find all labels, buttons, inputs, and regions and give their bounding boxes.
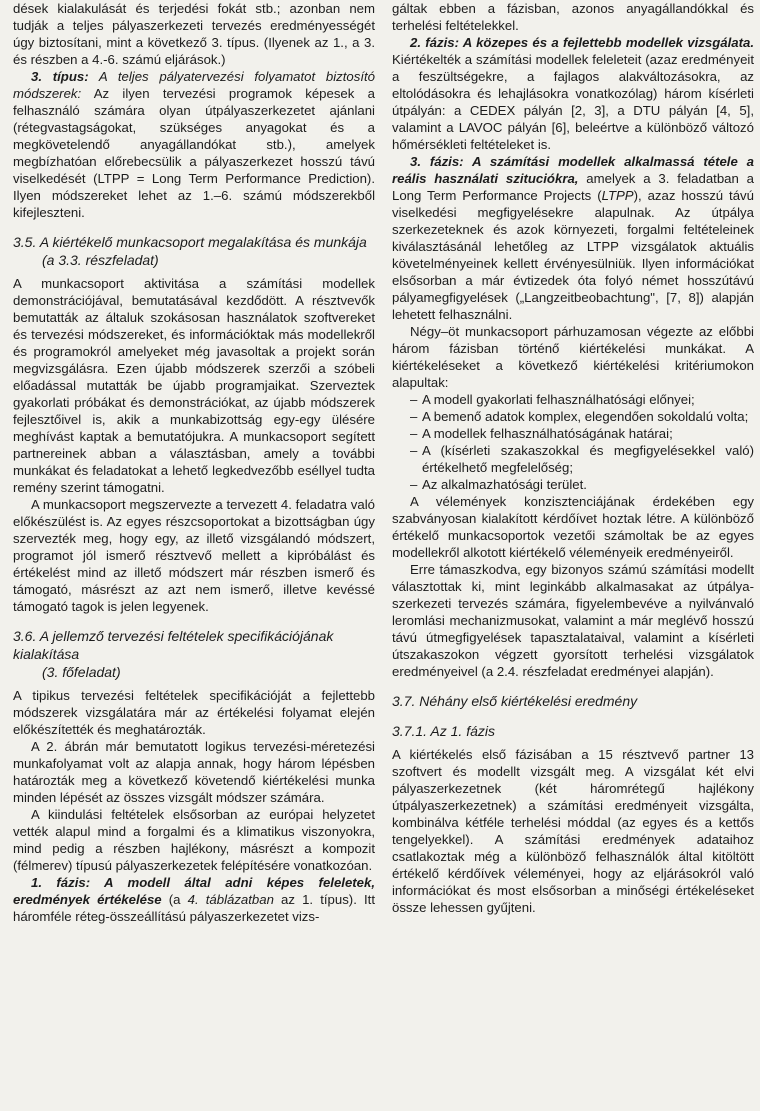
paragraph-phase-1 bbox=[13, 874, 375, 925]
section-heading-3-7-1: 3.7.1. Az 1. fázis bbox=[392, 723, 495, 739]
paragraph: Erre támaszkodva, egy bizonyos számú számítási modellt választottak ki, mint leginkább alkalmasakat az útpálya-szerkezeti tervezés számára, figyelembevéve a nyilvánvaló leromlási mechanizmusokat, valamint a már meglévő hosszú távú útmegfigyelések tapasztalataival, valamint a kísérleti útszakaszokon végzett gyorsított terhelési vizsgálatok eredményeivel (a 2.4. részfeladat eredményei alapján). bbox=[392, 562, 754, 679]
section-subtitle: (a 3.3. részfeladat) bbox=[42, 252, 159, 268]
phase-3-label: 3. fázis: A számítási modellek alkalmassá tétele a reális használati szituciókra, bbox=[392, 154, 754, 186]
paragraph-continuation: gáltak ebben a fázisban, azonos anyagállandókkal és terhelési feltételekkel. bbox=[392, 1, 754, 33]
type-3-title: A teljes pályatervezési folyamatot biztosító módszerek: bbox=[13, 69, 375, 101]
phase-1-text: (a bbox=[161, 892, 188, 907]
phase-1-text-rest: az 1. típus). Itt háromféle réteg-összeállítású pályaszerkezetet vizs- bbox=[13, 892, 375, 924]
paragraph: A 2. ábrán már bemutatott logikus tervezési-méretezési munkafolyamat volt az alapja annak, hogy három lépésben határozták meg a következő követendő kiértékelési munka minden lépését az összes vizsgált módszer számára. bbox=[13, 739, 375, 805]
section-number: 3.6. bbox=[13, 628, 37, 644]
list-item: – A (kísérleti szakaszokkal és megfigyelésekkel való) értékelhető megfelelőség; bbox=[410, 442, 754, 476]
phase-1-label: 1. fázis: A modell által adni képes feleletek, eredmények értékelése bbox=[13, 875, 375, 907]
section-subtitle: (3. főfeladat) bbox=[42, 664, 121, 680]
right-column bbox=[392, 0, 754, 916]
paragraph-type-3 bbox=[13, 68, 375, 221]
list-item: – A modell gyakorlati felhasználhatósági előnyei; bbox=[410, 391, 754, 408]
phase-2-text: Kiértékelték a számítási modellek feleleteit (azaz eredményeit a feszültségekre, a fajlagos alakváltozásokra, az eltolódásokra és lehajlásokra vonatkozólag) három kísérleti útpályán: a CEDEX pályán [2, 3], a DTU pályán [4, 5], valamint a LAVOC pályán [6], beleértve a különböző változó hőmérsékleti feltételeket is. bbox=[392, 52, 754, 152]
phase-3-text-rest: ), azaz hosszú távú viselkedési megfigyelésekre alapulnak. Az útpálya szerkezeteknek és azok környezeti, forgalmi feltételeinek kiválasztásánál lehetőleg az LTPP vizsgálatok aktuális követelményeinek kellett érvényesülniük. Ilyen információkat elsősorban a már évtizedek óta folyó német hosszútávú pályamegfigyelések („Langzeitbeobachtung", [7, 8]) alapján lehetett felhasználni. bbox=[392, 188, 754, 322]
ltpp-term: LTPP bbox=[601, 188, 634, 203]
paragraph-continuation: dések kialakulását és terjedési fokát stb.; azonban nem tudják a teljes pályaszerkezeti tervezés eredményességét úgy biztosítani, mint a következő 3. típus. (Ilyenek az 1., a 3. és részben a 4.-6. számú eljárások.) bbox=[13, 1, 375, 67]
paragraph: A munkacsoport aktivitása a számítási modellek demonstrációjával, bemutatásával kezdődött. A résztvevők bemutatták az általuk szokásosan használatok szoftvereket és tervezési módszereket, és információktak más modellekről és programokról amelyeket még javasoltak a projekt során megvizsgálásra. Ezen újabb módszerek szerzői a szóbeli előadással mutatták be újabb programjaikat. Szerveztek gyakorlati próbákat és demonstrációkat, az újabb módszerek fejlesztőivel is, akik a munkabizottság egy-egy ülésére meghívást kaptak a bemutatójukra. A munkacsoport segített partnereinek abban a választásban, amely a további munkákat és feladatokat a lehető legkedvezőbb eséllyel tudta remény szerint támogatni. bbox=[13, 276, 375, 495]
paragraph: Négy–öt munkacsoport párhuzamosan végezte az előbbi három fázisban történő kiértékelési munkákat. A kiértékeléseket a következő kiértékelési kritériumokon alapultak: bbox=[392, 324, 754, 390]
section-title: A kiértékelő munkacsoport megalakítása és munkája bbox=[39, 234, 367, 250]
list-item: – A modellek felhasználhatóságának határai; bbox=[410, 425, 754, 442]
paragraph-phase-3 bbox=[392, 153, 754, 323]
type-3-label: 3. típus: bbox=[31, 69, 89, 84]
paragraph: A vélemények konzisztenciájának érdekében egy szabványosan kialakított kérdőívet hoztak létre. A különböző értékelő munkacsoportok vezetői számoltak be az egyes modellekről alkotott kiértékelő véleményeik eredményeiről. bbox=[392, 494, 754, 560]
section-heading-3-5 bbox=[13, 233, 375, 269]
paragraph: A munkacsoport megszervezte a tervezett 4. feladatra való előkészülést is. Az egyes részcsoportokat a bizottságban úgy szervezték meg, hogy egy, az illető vizsgálandó módszert, programot jól ismerő résztvevő mellett a kipróbálást és értékelést mind az illető módszert már részben ismerő és támogató, másrészt az azt nem ismerő, illetve kevéssé támogató tagok is jelen legyenek. bbox=[13, 497, 375, 614]
paragraph: A kiindulási feltételek elsősorban az európai helyzetet vették alapul mind a forgalmi és a klimatikus viszonyokra, mind pedig a részben hajlékony, másrészt a kompozit (félmerev) típusú pályaszerkezetek felépítésére vonatkozóan. bbox=[13, 807, 375, 873]
paragraph: A tipikus tervezési feltételek specifikációját a fejlettebb módszerek vizsgálatára már az értékelési folyamat elején előkészítették és meghatározták. bbox=[13, 688, 375, 737]
paragraph-phase-2 bbox=[392, 34, 754, 153]
criteria-list bbox=[392, 391, 754, 493]
phase-2-label: 2. fázis: A közepes és a fejlettebb modellek vizsgálata. bbox=[410, 35, 754, 50]
section-title: A jellemző tervezési feltételek specifikációjának kialakítása bbox=[13, 628, 334, 662]
section-heading-3-6 bbox=[13, 627, 375, 681]
phase-3-text: amelyek a 3. feladatban a Long Term Performance Projects ( bbox=[392, 171, 754, 203]
section-number: 3.5. bbox=[13, 234, 37, 250]
list-item: – A bemenő adatok komplex, elegendően sokoldalú volta; bbox=[410, 408, 754, 425]
table-reference: 4. táblázatban bbox=[187, 892, 274, 907]
paragraph: A kiértékelés első fázisában a 15 résztvevő partner 13 szoftvert és modellt vizsgált meg. A vizsgálat két elvi pályaszerkezetnek (két háromrétegű hajlékony útpályaszerkezetnek) a számítási eredményeit vizsgálta, kombinálva kétféle terhelési móddal (az egyes és a kettős tengelyekkel). A számítási eredmények adataihoz csatlakoztak még a különböző felhasználók által kitöltött értékelő kérdőívek véleményei, hogy az eljárásokról való információkat és most elsősorban a minőségi értékeléseket össze lehessen gyűjteni. bbox=[392, 747, 754, 915]
section-heading-3-7: 3.7. Néhány első kiértékelési eredmény bbox=[392, 693, 638, 709]
left-column bbox=[13, 0, 375, 925]
list-item: – Az alkalmazhatósági terület. bbox=[410, 476, 754, 493]
type-3-text: Az ilyen tervezési programok képesek a felhasználó számára olyan útpályaszerkezetet ajánlani (rétegvastagságokat, szükséges anyagokat és a megkövetelendő anyagállandókat stb.), amelyek megbízhatóan előrebecsülik a pályaszerkezet hosszú távú viselkedését (LTPP = Long Term Performance Prediction). Ilyen módszereket lehet az 1.–6. számú módszerekből kifejleszteni. bbox=[13, 86, 375, 220]
